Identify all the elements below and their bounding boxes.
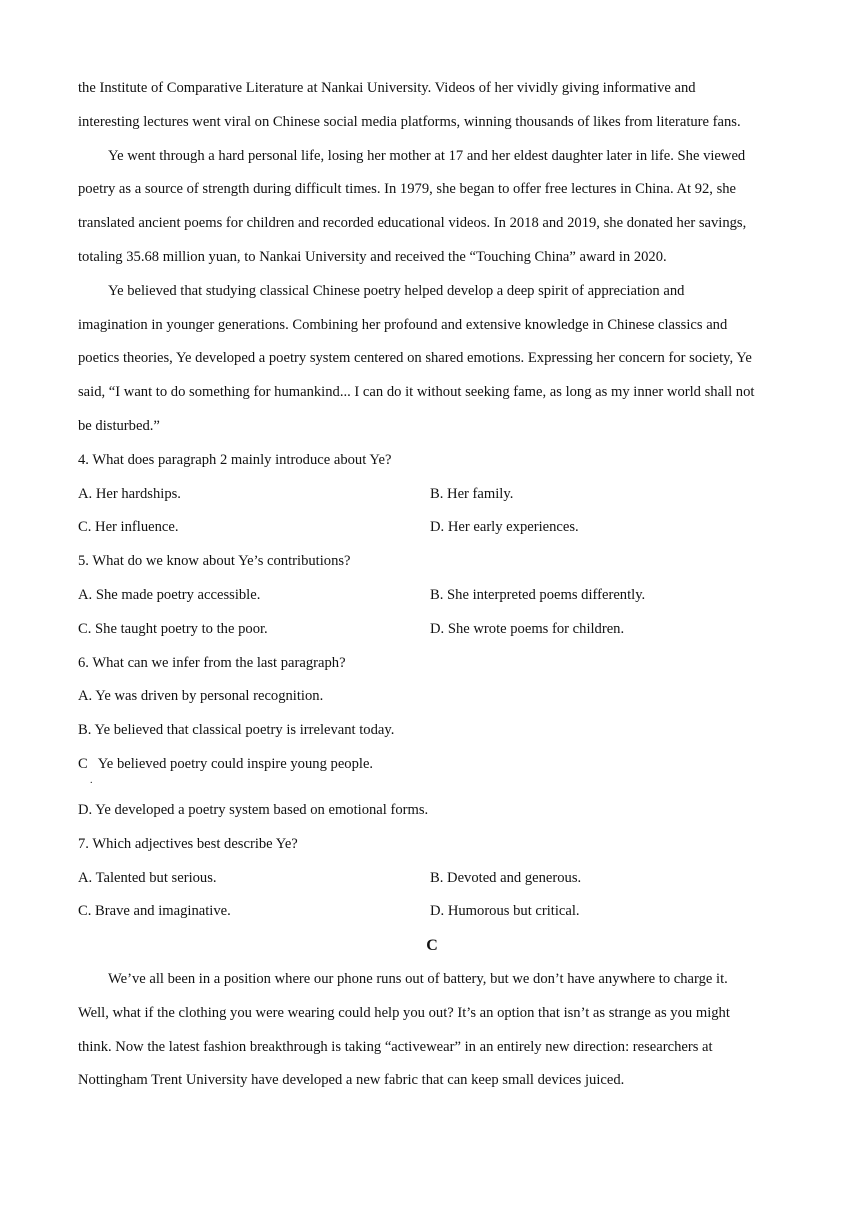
text-line: interesting lectures went viral on Chinese social media platforms, winning thousands of likes from literature fans.	[78, 113, 741, 130]
option-c: C. Her influence.	[78, 519, 179, 536]
question-stem: 5. What do we know about Ye’s contributions?	[78, 553, 351, 570]
text-line: totaling 35.68 million yuan, to Nankai University and received the “Touching China” award in 2020.	[78, 248, 667, 265]
option-d: D. Ye developed a poetry system based on emotional forms.	[78, 801, 429, 818]
options-row	[78, 613, 786, 647]
passage-b-paragraph-2	[78, 140, 786, 275]
option-c-text: Ye believed poetry could inspire young people.	[97, 755, 374, 772]
passage-b-paragraph-1	[78, 72, 786, 140]
option-c-dot: .	[90, 774, 93, 786]
text-line: poetry as a source of strength during difficult times. In 1979, she began to offer free lectures in China. At 92, she	[78, 181, 737, 198]
option-d: D. Her early experiences.	[430, 519, 579, 536]
option-a: A. Her hardships.	[78, 485, 181, 502]
text-line: the Institute of Comparative Literature at Nankai University. Videos of her vividly giving informative and	[78, 80, 696, 96]
question-stem: 4. What does paragraph 2 mainly introduce about Ye?	[78, 451, 392, 468]
option-c-letter: C	[78, 755, 88, 772]
text-line: think. Now the latest fashion breakthrough is taking “activewear” in an entirely new direction: researchers at	[78, 1038, 713, 1055]
option-c	[78, 748, 786, 794]
section-title: C	[426, 937, 438, 955]
options-row	[78, 478, 786, 512]
option-c: C. She taught poetry to the poor.	[78, 620, 268, 637]
text-line: said, “I want to do something for humankind... I can do it without seeking fame, as long as my inner world shall not	[78, 384, 755, 401]
text-line: be disturbed.”	[78, 417, 160, 434]
question-7	[78, 828, 786, 929]
option-b: B. Ye believed that classical poetry is irrelevant today.	[78, 722, 395, 739]
option-a: A. Talented but serious.	[78, 869, 217, 886]
option-a: A. She made poetry accessible.	[78, 586, 261, 603]
question-4	[78, 444, 786, 545]
question-stem: 7. Which adjectives best describe Ye?	[78, 835, 298, 852]
text-line: Ye believed that studying classical Chinese poetry helped develop a deep spirit of appreciation and	[108, 282, 685, 299]
text-line: Well, what if the clothing you were wearing could help you out? It’s an option that isn’t as strange as you might	[78, 1004, 730, 1021]
option-a: A. Ye was driven by personal recognition.	[78, 688, 324, 705]
options-row	[78, 895, 786, 929]
text-line: We’ve all been in a position where our phone runs out of battery, but we don’t have anywhere to charge it.	[108, 970, 728, 987]
option-b: B. She interpreted poems differently.	[430, 586, 646, 603]
question-6	[78, 647, 786, 828]
options-row	[78, 511, 786, 545]
options-row	[78, 862, 786, 896]
option-d: D. Humorous but critical.	[430, 903, 580, 920]
text-line: translated ancient poems for children and recorded educational videos. In 2018 and 2019, she donated her savings,	[78, 215, 747, 232]
option-b: B. Her family.	[430, 485, 514, 502]
options-row	[78, 579, 786, 613]
option-d: D. She wrote poems for children.	[430, 620, 625, 637]
option-c: C. Brave and imaginative.	[78, 903, 231, 920]
text-line: poetics theories, Ye developed a poetry system centered on shared emotions. Expressing her concern for society, Ye	[78, 350, 752, 367]
passage-b-paragraph-3	[78, 275, 786, 444]
exam-page	[78, 72, 786, 1098]
passage-c-paragraph-1	[78, 963, 786, 1098]
question-5	[78, 545, 786, 646]
question-stem: 6. What can we infer from the last paragraph?	[78, 654, 346, 671]
text-line: Nottingham Trent University have developed a new fabric that can keep small devices juiced.	[78, 1072, 625, 1089]
option-b: B. Devoted and generous.	[430, 869, 582, 886]
text-line: imagination in younger generations. Combining her profound and extensive knowledge in Chinese classics and	[78, 316, 728, 333]
text-line: Ye went through a hard personal life, losing her mother at 17 and her eldest daughter later in life. She viewed	[108, 147, 746, 164]
